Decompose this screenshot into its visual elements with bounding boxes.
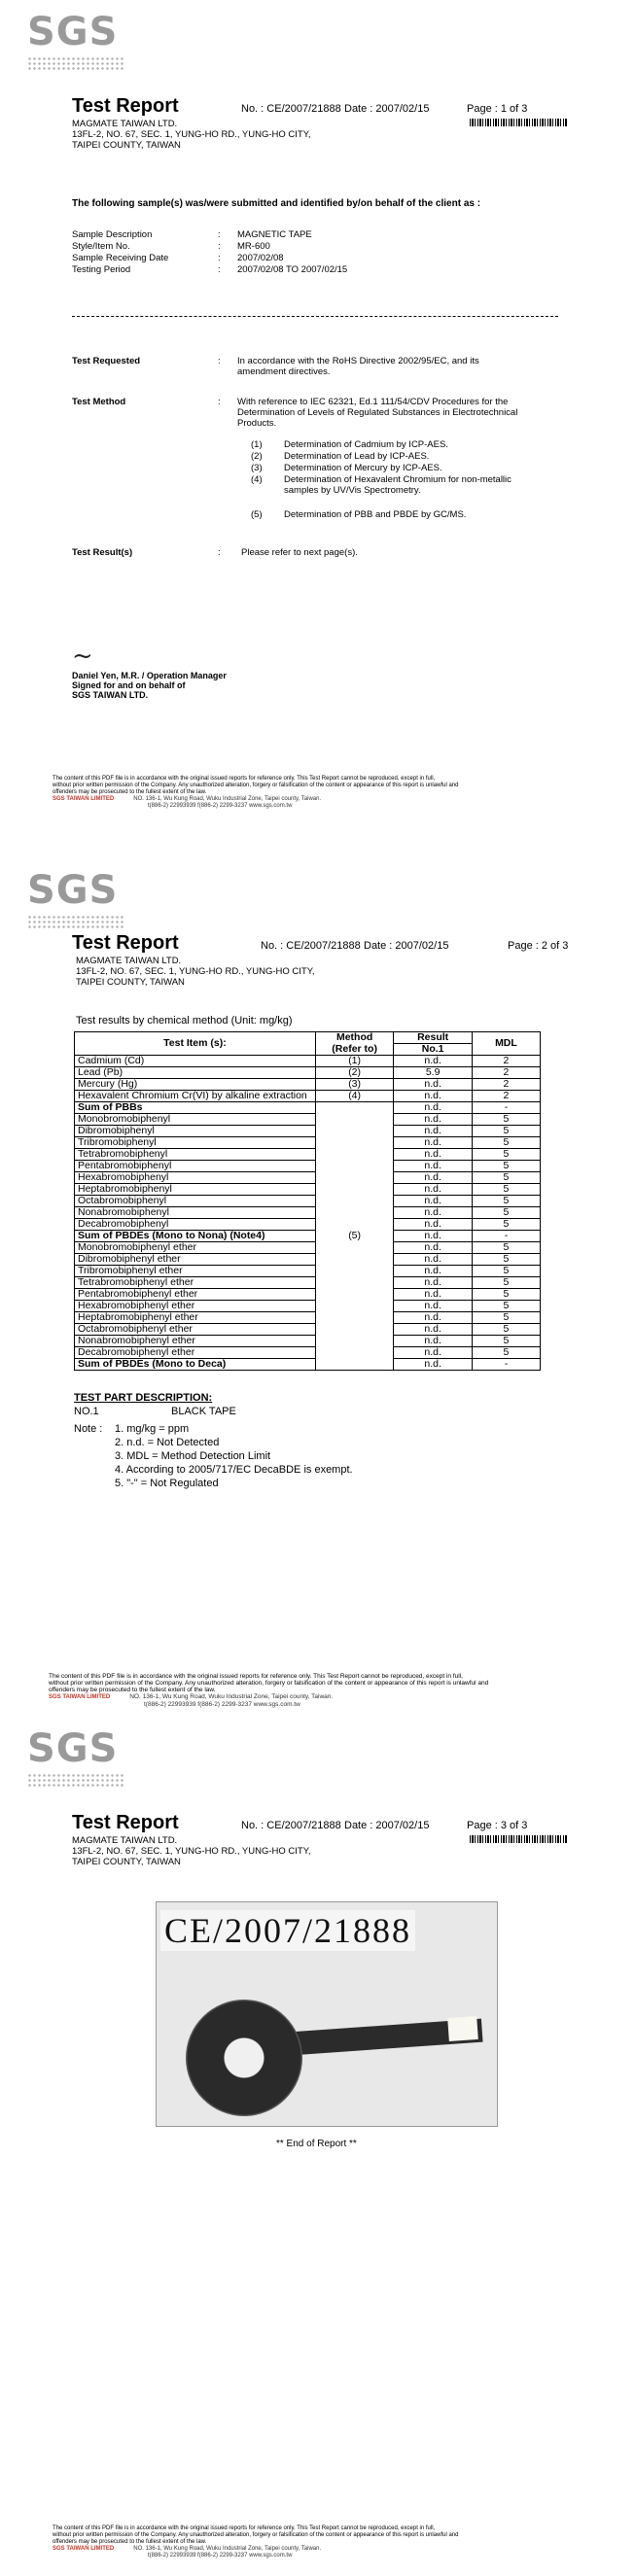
report-date: Date : 2007/02/15 bbox=[364, 940, 449, 952]
item-cell: Monobromobiphenyl ether bbox=[75, 1242, 316, 1254]
mdl-cell: - bbox=[472, 1231, 540, 1242]
method-text: Determination of Lead by ICP-AES. bbox=[284, 451, 430, 462]
method-number: (2) bbox=[251, 451, 263, 462]
note-item: 3. MDL = Method Detection Limit bbox=[115, 1450, 271, 1462]
report-number: No. : CE/2007/21888 bbox=[261, 940, 361, 952]
result-cell: n.d. bbox=[394, 1347, 473, 1359]
method-number: (4) bbox=[251, 474, 263, 485]
item-cell: Decabromobiphenyl bbox=[75, 1219, 316, 1231]
mdl-cell: 5 bbox=[472, 1172, 540, 1184]
mdl-cell: 2 bbox=[472, 1056, 540, 1067]
footer-disclaimer: without prior written permission of the Company. Any unauthorized alteration, forgery or falsification of the content or appearance of this report is unlawful and bbox=[53, 2532, 459, 2538]
result-cell: n.d. bbox=[394, 1207, 473, 1219]
item-cell: Nonabromobiphenyl bbox=[75, 1207, 316, 1219]
field-value: 2007/02/08 TO 2007/02/15 bbox=[237, 264, 348, 275]
table-row bbox=[75, 1196, 541, 1207]
item-cell: Heptabromobiphenyl bbox=[75, 1184, 316, 1196]
table-row bbox=[75, 1277, 541, 1289]
mdl-cell: 5 bbox=[472, 1126, 540, 1137]
notes-block bbox=[74, 1422, 353, 1490]
method-item bbox=[251, 451, 543, 462]
mdl-cell: 5 bbox=[472, 1137, 540, 1149]
table-row bbox=[75, 1289, 541, 1301]
report-date: Date : 2007/02/15 bbox=[344, 103, 430, 115]
test-part-description bbox=[74, 1391, 236, 1418]
method-text: Determination of PBB and PBDE by GC/MS. bbox=[284, 509, 467, 520]
mdl-cell: 5 bbox=[472, 1196, 540, 1207]
mdl-cell: 2 bbox=[472, 1067, 540, 1079]
end-of-report: ** End of Report ** bbox=[276, 2139, 357, 2149]
result-cell: n.d. bbox=[394, 1266, 473, 1277]
method-number: (5) bbox=[251, 509, 263, 520]
field-value: 2007/02/08 bbox=[237, 253, 284, 263]
footer-disclaimer: without prior written permission of the Company. Any unauthorized alteration, forgery or falsification of the content or appearance of this report is unlawful and bbox=[53, 783, 459, 788]
intro-text: The following sample(s) was/were submitted and identified by/on behalf of the client as : bbox=[72, 198, 481, 209]
note-item: 1. mg/kg = ppm bbox=[115, 1423, 190, 1435]
method-cell: (1) bbox=[315, 1056, 394, 1067]
method-cell: (4) bbox=[315, 1091, 394, 1102]
table-row bbox=[75, 1114, 541, 1126]
mdl-cell: - bbox=[472, 1102, 540, 1114]
field-label: Style/Item No. bbox=[72, 241, 130, 252]
item-cell: Tetrabromobiphenyl bbox=[75, 1149, 316, 1161]
method-item bbox=[251, 474, 543, 496]
result-cell: n.d. bbox=[394, 1277, 473, 1289]
mdl-cell: 5 bbox=[472, 1219, 540, 1231]
test-requested-row: Test Requested : bbox=[72, 356, 221, 366]
table-row bbox=[75, 1172, 541, 1184]
footer-contact: t(886-2) 22993939 f(886-2) 2299-3237 www.sgs.com.tw bbox=[148, 803, 293, 809]
result-cell: n.d. bbox=[394, 1301, 473, 1312]
item-cell: Octabromobiphenyl bbox=[75, 1196, 316, 1207]
footer-disclaimer: The content of this PDF file is in accordance with the original issued reports for reference only. This Test Report cannot be reproduced, except in full, bbox=[49, 1673, 463, 1680]
client-line: MAGMATE TAIWAN LTD. bbox=[72, 1835, 178, 1846]
mdl-cell: 5 bbox=[472, 1347, 540, 1359]
item-cell: Cadmium (Cd) bbox=[75, 1056, 316, 1067]
table-row bbox=[75, 1242, 541, 1254]
footer-address: NO. 136-1, Wu Kung Road, Wuku Industrial Zone, Taipei county, Taiwan. bbox=[133, 796, 322, 802]
mdl-cell: 5 bbox=[472, 1242, 540, 1254]
mdl-cell: 2 bbox=[472, 1079, 540, 1091]
footer-address: NO. 136-1, Wu Kung Road, Wuku Industrial Zone, Taipei county, Taiwan. bbox=[133, 2546, 322, 2552]
method-item bbox=[251, 509, 543, 520]
item-cell: Pentabromobiphenyl bbox=[75, 1161, 316, 1172]
mdl-cell: - bbox=[472, 1359, 540, 1371]
client-line: TAIPEI COUNTY, TAIWAN bbox=[76, 977, 185, 988]
footer-disclaimer: The content of this PDF file is in accordance with the original issued reports for reference only. This Test Report cannot be reproduced, except in full, bbox=[53, 2525, 436, 2531]
result-row: Test Result(s) : Please refer to next page(s). bbox=[72, 547, 358, 558]
table-row bbox=[75, 1336, 541, 1347]
footer-company: SGS TAIWAN LIMITED bbox=[53, 796, 115, 802]
client-line: MAGMATE TAIWAN LTD. bbox=[76, 956, 182, 966]
item-cell: Tetrabromobiphenyl ether bbox=[75, 1277, 316, 1289]
result-label: Test Result(s) bbox=[72, 547, 133, 558]
method-cell: (3) bbox=[315, 1079, 394, 1091]
part-title: TEST PART DESCRIPTION: bbox=[74, 1392, 213, 1404]
item-cell: Tribromobiphenyl ether bbox=[75, 1266, 316, 1277]
result-cell: n.d. bbox=[394, 1172, 473, 1184]
result-cell: n.d. bbox=[394, 1289, 473, 1301]
result-cell: n.d. bbox=[394, 1196, 473, 1207]
mdl-cell: 5 bbox=[472, 1301, 540, 1312]
field-label: Sample Receiving Date bbox=[72, 253, 169, 263]
method-number: (1) bbox=[251, 439, 263, 450]
result-cell: n.d. bbox=[394, 1161, 473, 1172]
field-row: Style/Item No. : MR-600 bbox=[72, 241, 270, 252]
table-row bbox=[75, 1312, 541, 1324]
signature-block bbox=[72, 642, 227, 700]
field-label: Sample Description bbox=[72, 229, 153, 240]
footer-disclaimer: offenders may be prosecuted to the fullest extent of the law. bbox=[53, 789, 207, 795]
field-row: Sample Description : MAGNETIC TAPE bbox=[72, 229, 312, 240]
result-cell: n.d. bbox=[394, 1137, 473, 1149]
table-row bbox=[75, 1126, 541, 1137]
result-cell: n.d. bbox=[394, 1126, 473, 1137]
item-cell: Monobromobiphenyl bbox=[75, 1114, 316, 1126]
footer-company: SGS TAIWAN LIMITED bbox=[53, 2546, 115, 2552]
mdl-cell: 5 bbox=[472, 1277, 540, 1289]
result-value: Please refer to next page(s). bbox=[241, 547, 358, 558]
item-cell: Heptabromobiphenyl ether bbox=[75, 1312, 316, 1324]
footer-contact: t(886-2) 22993939 f(886-2) 2299-3237 www.sgs.com.tw bbox=[144, 1701, 300, 1708]
sample-photo bbox=[156, 1901, 498, 2127]
item-cell: Tribromobiphenyl bbox=[75, 1137, 316, 1149]
result-cell: n.d. bbox=[394, 1184, 473, 1196]
field-value: MR-600 bbox=[237, 241, 270, 252]
table-row bbox=[75, 1359, 541, 1371]
barcode bbox=[470, 1835, 567, 1843]
header-method: Method bbox=[315, 1032, 394, 1044]
test-requested-label: Test Requested bbox=[72, 356, 141, 366]
result-cell: n.d. bbox=[394, 1102, 473, 1114]
report-page-3 bbox=[0, 1717, 635, 2575]
test-method-row: Test Method : bbox=[72, 397, 221, 407]
result-cell: n.d. bbox=[394, 1091, 473, 1102]
item-cell: Lead (Pb) bbox=[75, 1067, 316, 1079]
client-address bbox=[76, 956, 314, 988]
result-cell: n.d. bbox=[394, 1359, 473, 1371]
result-cell: n.d. bbox=[394, 1254, 473, 1266]
report-page-2 bbox=[0, 858, 635, 1717]
part-number: NO.1 bbox=[74, 1406, 99, 1417]
table-row bbox=[75, 1056, 541, 1067]
field-row: Sample Receiving Date : 2007/02/08 bbox=[72, 253, 284, 263]
mdl-cell: 5 bbox=[472, 1254, 540, 1266]
report-number: No. : CE/2007/21888 bbox=[241, 1820, 341, 1831]
table-row bbox=[75, 1161, 541, 1172]
report-page-1 bbox=[0, 0, 635, 858]
page-footer bbox=[49, 1673, 632, 1708]
table-row bbox=[75, 1231, 541, 1242]
signature-scribble: ~ bbox=[72, 642, 93, 671]
result-cell: n.d. bbox=[394, 1079, 473, 1091]
mdl-cell: 5 bbox=[472, 1114, 540, 1126]
mdl-cell: 5 bbox=[472, 1312, 540, 1324]
results-body bbox=[75, 1056, 541, 1371]
client-line: 13FL-2, NO. 67, SEC. 1, YUNG-HO RD., YUNG-HO CITY, bbox=[72, 1846, 311, 1857]
result-cell: n.d. bbox=[394, 1219, 473, 1231]
test-method-label: Test Method bbox=[72, 397, 126, 407]
results-table bbox=[74, 1031, 541, 1371]
signatory-line: Signed for and on behalf of bbox=[72, 680, 186, 690]
report-title: Test Report bbox=[72, 932, 179, 954]
field-label: Testing Period bbox=[72, 264, 131, 275]
part-desc: BLACK TAPE bbox=[171, 1406, 236, 1417]
page-number: Page : 3 of 3 bbox=[467, 1820, 528, 1831]
results-caption: Test results by chemical method (Unit: mg/kg) bbox=[76, 1015, 293, 1027]
item-cell: Decabromobiphenyl ether bbox=[75, 1347, 316, 1359]
footer-contact: t(886-2) 22993939 f(886-2) 2299-3237 www.sgs.com.tw bbox=[148, 2553, 293, 2559]
result-cell: n.d. bbox=[394, 1114, 473, 1126]
client-address bbox=[72, 119, 310, 151]
page-number: Page : 2 of 3 bbox=[508, 940, 569, 952]
result-cell: n.d. bbox=[394, 1149, 473, 1161]
table-row bbox=[75, 1254, 541, 1266]
page-footer bbox=[53, 2525, 597, 2559]
table-row bbox=[75, 1149, 541, 1161]
result-cell: n.d. bbox=[394, 1312, 473, 1324]
item-cell: Mercury (Hg) bbox=[75, 1079, 316, 1091]
note-item: 5. "-" = Not Regulated bbox=[115, 1478, 219, 1489]
sgs-logo: SGS bbox=[27, 10, 144, 78]
method-text: Determination of Mercury by ICP-AES. bbox=[284, 463, 442, 473]
mdl-cell: 2 bbox=[472, 1091, 540, 1102]
item-cell: Sum of PBDEs (Mono to Deca) bbox=[75, 1359, 316, 1371]
result-cell: n.d. bbox=[394, 1336, 473, 1347]
note-item: 4. According to 2005/717/EC DecaBDE is exempt. bbox=[115, 1464, 353, 1476]
page-number: Page : 1 of 3 bbox=[467, 103, 528, 115]
mdl-cell: 5 bbox=[472, 1336, 540, 1347]
result-cell: 5.9 bbox=[394, 1067, 473, 1079]
sgs-logo: SGS bbox=[27, 1726, 144, 1794]
mdl-cell: 5 bbox=[472, 1149, 540, 1161]
client-line: TAIPEI COUNTY, TAIWAN bbox=[72, 140, 181, 151]
photo-label: CE/2007/21888 bbox=[160, 1910, 415, 1951]
footer-disclaimer: The content of this PDF file is in accordance with the original issued reports for reference only. This Test Report cannot be reproduced, except in full, bbox=[53, 776, 436, 782]
table-row bbox=[75, 1301, 541, 1312]
item-cell: Octabromobiphenyl ether bbox=[75, 1324, 316, 1336]
item-cell: Sum of PBBs bbox=[75, 1102, 316, 1114]
table-row bbox=[75, 1219, 541, 1231]
item-cell: Hexabromobiphenyl ether bbox=[75, 1301, 316, 1312]
item-cell: Nonabromobiphenyl ether bbox=[75, 1336, 316, 1347]
header-result: Result bbox=[394, 1032, 473, 1044]
item-cell: Hexavalent Chromium Cr(VI) by alkaline extraction bbox=[75, 1091, 316, 1102]
tape-tab bbox=[447, 2016, 478, 2041]
table-row bbox=[75, 1207, 541, 1219]
note-item: 2. n.d. = Not Detected bbox=[115, 1437, 220, 1448]
table-row bbox=[75, 1102, 541, 1114]
mdl-cell: 5 bbox=[472, 1184, 540, 1196]
signatory-company: SGS TAIWAN LTD. bbox=[72, 690, 149, 700]
method-cell: (5) bbox=[315, 1102, 394, 1371]
client-line: TAIPEI COUNTY, TAIWAN bbox=[72, 1857, 181, 1867]
method-text: Determination of Cadmium by ICP-AES. bbox=[284, 439, 448, 450]
header-test-item: Test Item (s): bbox=[75, 1032, 316, 1056]
footer-company: SGS TAIWAN LIMITED bbox=[49, 1694, 111, 1700]
method-item bbox=[251, 439, 543, 450]
result-cell: n.d. bbox=[394, 1231, 473, 1242]
barcode bbox=[470, 119, 567, 126]
mdl-cell: 5 bbox=[472, 1324, 540, 1336]
method-cell: (2) bbox=[315, 1067, 394, 1079]
report-number: No. : CE/2007/21888 bbox=[241, 103, 341, 115]
table-row bbox=[75, 1266, 541, 1277]
item-cell: Sum of PBDEs (Mono to Nona) (Note4) bbox=[75, 1231, 316, 1242]
test-method-value: With reference to IEC 62321, Ed.1 111/54/CDV Procedures for the Determination of Levels of Regulated Substances in Electrotechnical Products. bbox=[237, 397, 518, 429]
method-item bbox=[251, 463, 543, 473]
note-label: Note : bbox=[74, 1423, 103, 1435]
table-row bbox=[75, 1324, 541, 1336]
result-cell: n.d. bbox=[394, 1056, 473, 1067]
client-line: 13FL-2, NO. 67, SEC. 1, YUNG-HO RD., YUNG-HO CITY, bbox=[72, 129, 311, 140]
method-number: (3) bbox=[251, 463, 263, 473]
item-cell: Hexabromobiphenyl bbox=[75, 1172, 316, 1184]
report-title: Test Report bbox=[72, 1812, 179, 1833]
header-method-refer: (Refer to) bbox=[315, 1044, 394, 1056]
footer-disclaimer: offenders may be prosecuted to the fullest extent of the law. bbox=[49, 1687, 216, 1693]
footer-address: NO. 136-1, Wu Kung Road, Wuku Industrial Zone, Taipei county, Taiwan. bbox=[129, 1693, 334, 1700]
item-cell: Dibromobiphenyl bbox=[75, 1126, 316, 1137]
result-cell: n.d. bbox=[394, 1242, 473, 1254]
client-address bbox=[72, 1835, 310, 1867]
table-row bbox=[75, 1067, 541, 1079]
field-row: Testing Period : 2007/02/08 TO 2007/02/15 bbox=[72, 264, 348, 275]
table-row bbox=[75, 1079, 541, 1091]
report-title: Test Report bbox=[72, 95, 179, 117]
footer-disclaimer: offenders may be prosecuted to the fullest extent of the law. bbox=[53, 2539, 207, 2545]
mdl-cell: 5 bbox=[472, 1289, 540, 1301]
header-mdl: MDL bbox=[472, 1032, 540, 1056]
result-cell: n.d. bbox=[394, 1324, 473, 1336]
footer-disclaimer: without prior written permission of the Company. Any unauthorized alteration, forgery or falsification of the content or appearance of this report is unlawful and bbox=[49, 1680, 489, 1687]
mdl-cell: 5 bbox=[472, 1161, 540, 1172]
report-date: Date : 2007/02/15 bbox=[344, 1820, 430, 1831]
item-cell: Dibromobiphenyl ether bbox=[75, 1254, 316, 1266]
signatory-name: Daniel Yen, M.R. / Operation Manager bbox=[72, 671, 227, 680]
header-no1: No.1 bbox=[394, 1044, 473, 1056]
item-cell: Pentabromobiphenyl ether bbox=[75, 1289, 316, 1301]
tape-reel bbox=[186, 2000, 302, 2116]
page-footer bbox=[53, 776, 597, 810]
field-value: MAGNETIC TAPE bbox=[237, 229, 312, 240]
table-row bbox=[75, 1347, 541, 1359]
sgs-logo: SGS bbox=[27, 868, 144, 936]
client-line: MAGMATE TAIWAN LTD. bbox=[72, 119, 178, 129]
client-line: 13FL-2, NO. 67, SEC. 1, YUNG-HO RD., YUNG-HO CITY, bbox=[76, 966, 315, 977]
test-requested-value: In accordance with the RoHS Directive 2002/95/EC, and its amendment directives. bbox=[237, 356, 479, 377]
divider bbox=[72, 316, 558, 317]
table-row bbox=[75, 1091, 541, 1102]
method-text: Determination of Hexavalent Chromium for non-metallic samples by UV/Vis Spectrometry. bbox=[284, 474, 512, 496]
table-row bbox=[75, 1137, 541, 1149]
mdl-cell: 5 bbox=[472, 1207, 540, 1219]
mdl-cell: 5 bbox=[472, 1266, 540, 1277]
table-row bbox=[75, 1184, 541, 1196]
